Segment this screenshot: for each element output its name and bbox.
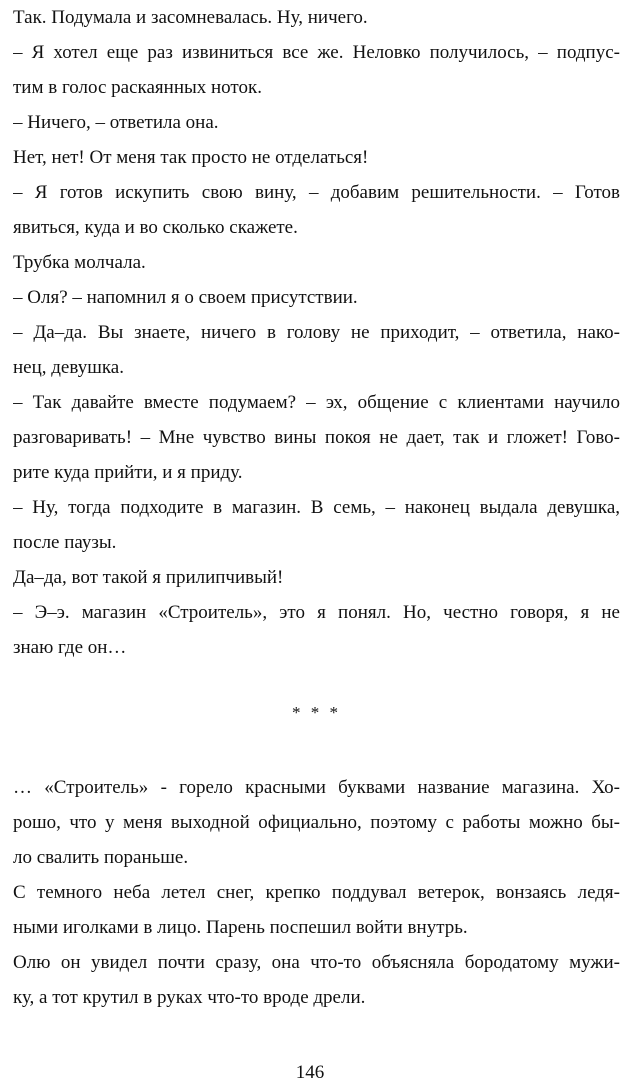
text-line: – Да–да. Вы знаете, ничего в голову не приходит, – ответила, нако-: [13, 322, 620, 343]
text-line: рошо, что у меня выходной официально, поэтому с работы можно бы-: [13, 812, 620, 833]
text-line: Да–да, вот такой я прилипчивый!: [13, 567, 284, 588]
text-line: – Ну, тогда подходите в магазин. В семь, – наконец выдала девушка,: [13, 497, 620, 518]
text-line: нец, девушка.: [13, 357, 124, 378]
text-line: С темного неба летел снег, крепко поддувал ветерок, вонзаясь ледя-: [13, 882, 620, 903]
text-line: ку, а тот крутил в руках что-то вроде дрели.: [13, 987, 366, 1008]
text-block-bottom: [13, 770, 620, 1015]
text-line: явиться, куда и во сколько скажете.: [13, 217, 298, 238]
book-page: [13, 0, 620, 1089]
text-block-top: [13, 0, 620, 665]
text-line: – Э–э. магазин «Строитель», это я понял. Но, честно говоря, я не: [13, 602, 620, 623]
section-separator: * * *: [292, 703, 341, 722]
text-line: Так. Подумала и засомневалась. Ну, ничего.: [13, 7, 368, 28]
text-line: знаю где он…: [13, 637, 127, 658]
page-number: 146: [295, 1062, 325, 1083]
text-line: после паузы.: [13, 532, 117, 553]
text-line: – Так давайте вместе подумаем? – эх, общение с клиентами научило: [13, 392, 620, 413]
text-line: разговаривать! – Мне чувство вины покоя не дает, так и гложет! Гово-: [13, 427, 620, 448]
text-line: … «Строитель» - горело красными буквами название магазина. Хо-: [13, 777, 620, 798]
text-line: – Я хотел еще раз извиниться все же. Неловко получилось, – подпус-: [13, 42, 620, 63]
text-line: ными иголками в лицо. Парень поспешил войти внутрь.: [13, 917, 468, 938]
text-line: ло свалить пораньше.: [13, 847, 189, 868]
text-line: Олю он увидел почти сразу, она что-то объясняла бородатому мужи-: [13, 952, 620, 973]
text-line: – Оля? – напомнил я о своем присутствии.: [13, 287, 358, 308]
text-line: тим в голос раскаянных ноток.: [13, 77, 262, 98]
text-line: Трубка молчала.: [13, 252, 146, 273]
text-line: Нет, нет! От меня так просто не отделаться!: [13, 147, 369, 168]
text-line: рите куда прийти, и я приду.: [13, 462, 243, 483]
text-line: – Ничего, – ответила она.: [13, 112, 219, 133]
text-line: – Я готов искупить свою вину, – добавим решительности. – Готов: [13, 182, 620, 203]
